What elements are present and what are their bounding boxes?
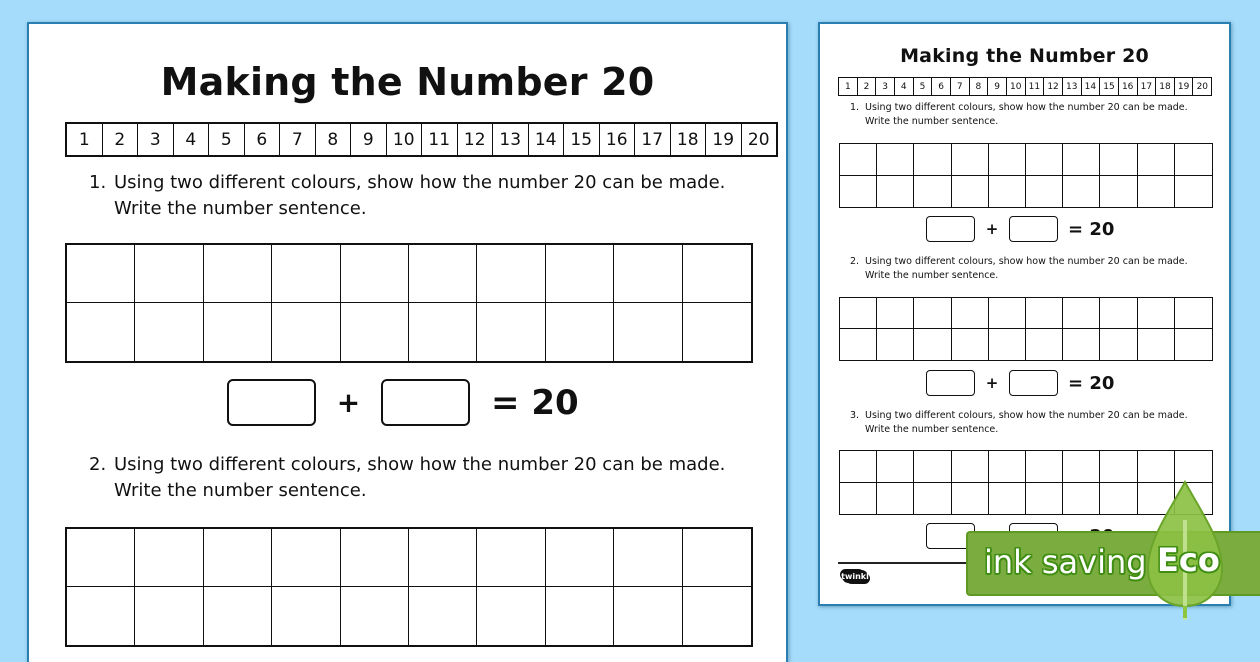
number-line-cell: 14 bbox=[529, 124, 565, 155]
number-line-cell: 14 bbox=[1082, 78, 1101, 95]
number-line-cell: 10 bbox=[387, 124, 423, 155]
answer-box-first[interactable] bbox=[926, 216, 975, 242]
number-line-cell: 19 bbox=[1175, 78, 1194, 95]
ten-frame-cell[interactable] bbox=[683, 529, 751, 587]
number-line-cell: 7 bbox=[280, 124, 316, 155]
ten-frame-cell[interactable] bbox=[683, 245, 751, 303]
question-instruction: Write the number sentence. bbox=[114, 198, 367, 220]
ten-frame-cell[interactable] bbox=[1100, 329, 1137, 360]
ten-frame-cell[interactable] bbox=[477, 303, 545, 361]
ten-frame-cell[interactable] bbox=[877, 298, 914, 329]
number-line-cell: 13 bbox=[493, 124, 529, 155]
ten-frame-cell[interactable] bbox=[204, 245, 272, 303]
ten-frame-cell[interactable] bbox=[1026, 176, 1063, 208]
ten-frame-cell[interactable] bbox=[204, 529, 272, 587]
number-line-cell: 4 bbox=[174, 124, 210, 155]
ten-frame-cell[interactable] bbox=[1175, 329, 1212, 360]
equation-result: = 20 bbox=[491, 382, 579, 423]
number-sentence-1 bbox=[227, 379, 579, 426]
thumbnail-ten-frame-2[interactable] bbox=[839, 297, 1213, 361]
ten-frame-cell[interactable] bbox=[1138, 144, 1175, 176]
question-text: Using two different colours, show how the number 20 can be made. bbox=[114, 172, 726, 193]
ten-frame-cell[interactable] bbox=[204, 303, 272, 361]
ten-frame-cell[interactable] bbox=[409, 303, 477, 361]
ten-frame-cell[interactable] bbox=[67, 529, 135, 587]
number-line-cell: 1 bbox=[839, 78, 858, 95]
question-number: 3. bbox=[850, 410, 860, 421]
ten-frame-cell[interactable] bbox=[1026, 298, 1063, 329]
answer-box-first[interactable] bbox=[227, 379, 316, 426]
ten-frame-cell[interactable] bbox=[1063, 176, 1100, 208]
number-line-cell: 3 bbox=[876, 78, 895, 95]
number-line-cell: 17 bbox=[635, 124, 671, 155]
ten-frame-cell[interactable] bbox=[477, 245, 545, 303]
ten-frame-cell[interactable] bbox=[1138, 298, 1175, 329]
ten-frame-cell[interactable] bbox=[840, 329, 877, 360]
number-line-cell: 12 bbox=[1044, 78, 1063, 95]
ten-frame-cell[interactable] bbox=[272, 529, 340, 587]
plus-sign: + bbox=[336, 386, 361, 419]
ten-frame-cell[interactable] bbox=[989, 298, 1026, 329]
number-line-cell: 2 bbox=[858, 78, 877, 95]
number-line-cell: 15 bbox=[564, 124, 600, 155]
ten-frame-cell[interactable] bbox=[341, 529, 409, 587]
ten-frame-cell[interactable] bbox=[1026, 483, 1063, 515]
ten-frame-cell[interactable] bbox=[877, 176, 914, 208]
ten-frame-cell[interactable] bbox=[914, 176, 951, 208]
question-1 bbox=[89, 170, 725, 222]
number-line-cell: 18 bbox=[1156, 78, 1175, 95]
number-line-cell: 6 bbox=[245, 124, 281, 155]
number-line-cell: 8 bbox=[316, 124, 352, 155]
question-number: 2. bbox=[850, 256, 860, 267]
ten-frame-cell[interactable] bbox=[546, 303, 614, 361]
question-number: 1. bbox=[89, 172, 107, 193]
number-line-cell: 10 bbox=[1007, 78, 1026, 95]
ten-frame-cell[interactable] bbox=[989, 483, 1026, 515]
ten-frame-cell[interactable] bbox=[877, 451, 914, 483]
number-line-cell: 5 bbox=[209, 124, 245, 155]
ten-frame-cell[interactable] bbox=[840, 298, 877, 329]
ten-frame-cell[interactable] bbox=[683, 587, 751, 645]
ten-frame-cell[interactable] bbox=[952, 451, 989, 483]
ten-frame-cell[interactable] bbox=[1100, 451, 1137, 483]
number-line-cell: 19 bbox=[706, 124, 742, 155]
ten-frame-cell[interactable] bbox=[272, 587, 340, 645]
number-line-cell: 4 bbox=[895, 78, 914, 95]
ten-frame-grid-1[interactable] bbox=[65, 243, 753, 363]
number-line-cell: 16 bbox=[1119, 78, 1138, 95]
thumbnail-question-1 bbox=[850, 101, 1188, 130]
thumbnail-title: Making the Number 20 bbox=[900, 45, 1149, 67]
question-number: 2. bbox=[89, 454, 107, 475]
number-line-cell: 11 bbox=[422, 124, 458, 155]
ten-frame-cell[interactable] bbox=[135, 245, 203, 303]
ten-frame-cell[interactable] bbox=[614, 529, 682, 587]
twinkl-logo: twinkl bbox=[841, 572, 869, 581]
ten-frame-cell[interactable] bbox=[914, 298, 951, 329]
ten-frame-cell[interactable] bbox=[341, 245, 409, 303]
ten-frame-cell[interactable] bbox=[1063, 451, 1100, 483]
ten-frame-cell[interactable] bbox=[546, 245, 614, 303]
thumbnail-number-line bbox=[838, 77, 1212, 96]
ten-frame-cell[interactable] bbox=[1100, 298, 1137, 329]
ten-frame-cell[interactable] bbox=[409, 245, 477, 303]
question-instruction: Write the number sentence. bbox=[865, 270, 999, 282]
ten-frame-cell[interactable] bbox=[341, 587, 409, 645]
ten-frame-cell[interactable] bbox=[1026, 451, 1063, 483]
ten-frame-cell[interactable] bbox=[1063, 483, 1100, 515]
ten-frame-cell[interactable] bbox=[989, 451, 1026, 483]
ten-frame-cell[interactable] bbox=[614, 587, 682, 645]
ten-frame-cell[interactable] bbox=[952, 298, 989, 329]
number-line-cell: 17 bbox=[1138, 78, 1157, 95]
ten-frame-cell[interactable] bbox=[1026, 144, 1063, 176]
ten-frame-cell[interactable] bbox=[914, 329, 951, 360]
question-text: Using two different colours, show how the number 20 can be made. bbox=[865, 256, 1188, 267]
ten-frame-cell[interactable] bbox=[1138, 329, 1175, 360]
number-line-cell: 9 bbox=[351, 124, 387, 155]
ten-frame-cell[interactable] bbox=[840, 144, 877, 176]
ten-frame-cell[interactable] bbox=[272, 245, 340, 303]
ten-frame-cell[interactable] bbox=[614, 245, 682, 303]
ten-frame-cell[interactable] bbox=[914, 483, 951, 515]
number-line-cell: 6 bbox=[932, 78, 951, 95]
thumbnail-question-3 bbox=[850, 409, 1188, 438]
ten-frame-cell[interactable] bbox=[1175, 451, 1212, 483]
ten-frame-cell[interactable] bbox=[546, 587, 614, 645]
number-line-cell: 20 bbox=[747, 129, 770, 150]
worksheet-title: Making the Number 20 bbox=[160, 60, 655, 104]
ten-frame-cell[interactable] bbox=[952, 329, 989, 360]
ten-frame-cell[interactable] bbox=[67, 587, 135, 645]
ten-frame-cell[interactable] bbox=[1063, 144, 1100, 176]
ten-frame-cell[interactable] bbox=[1100, 483, 1137, 515]
ten-frame-cell[interactable] bbox=[1175, 298, 1212, 329]
ten-frame-cell[interactable] bbox=[1063, 329, 1100, 360]
ten-frame-cell[interactable] bbox=[989, 329, 1026, 360]
ten-frame-cell[interactable] bbox=[135, 303, 203, 361]
ten-frame-cell[interactable] bbox=[1175, 176, 1212, 208]
number-line bbox=[65, 122, 778, 157]
question-instruction: Write the number sentence. bbox=[865, 116, 999, 128]
ten-frame-cell[interactable] bbox=[546, 529, 614, 587]
number-line-cell: 13 bbox=[1063, 78, 1082, 95]
ten-frame-cell[interactable] bbox=[1100, 176, 1137, 208]
ten-frame-cell[interactable] bbox=[1138, 176, 1175, 208]
equation-result: = 20 bbox=[1068, 372, 1115, 394]
ten-frame-cell[interactable] bbox=[204, 587, 272, 645]
ten-frame-cell[interactable] bbox=[1175, 144, 1212, 176]
thumbnail-ten-frame-1[interactable] bbox=[839, 143, 1213, 208]
number-line-cell: 7 bbox=[951, 78, 970, 95]
ten-frame-cell[interactable] bbox=[989, 176, 1026, 208]
answer-box-first[interactable] bbox=[926, 370, 975, 396]
number-line-cell: 2 bbox=[103, 124, 139, 155]
answer-box-second[interactable] bbox=[381, 379, 470, 426]
number-line-cell: 3 bbox=[138, 124, 174, 155]
plus-sign: + bbox=[985, 374, 999, 392]
ten-frame-cell[interactable] bbox=[614, 303, 682, 361]
footer-divider bbox=[838, 562, 968, 564]
number-line-cell: 12 bbox=[458, 124, 494, 155]
question-instruction: Write the number sentence. bbox=[865, 424, 999, 436]
equation-result: = 20 bbox=[1068, 218, 1115, 240]
thumbnail-number-sentence-1 bbox=[926, 216, 1114, 242]
ten-frame-cell[interactable] bbox=[952, 144, 989, 176]
question-text: Using two different colours, show how the number 20 can be made. bbox=[865, 410, 1188, 421]
ten-frame-cell[interactable] bbox=[67, 245, 135, 303]
ten-frame-cell[interactable] bbox=[952, 176, 989, 208]
question-2 bbox=[89, 452, 725, 504]
ten-frame-cell[interactable] bbox=[341, 303, 409, 361]
number-line-cell: 18 bbox=[671, 124, 707, 155]
ten-frame-cell[interactable] bbox=[477, 587, 545, 645]
number-line-cell: 8 bbox=[970, 78, 989, 95]
number-line-cell: 1 bbox=[67, 124, 103, 155]
number-line-cell: 11 bbox=[1026, 78, 1045, 95]
thumbnail-number-sentence-2 bbox=[926, 370, 1114, 396]
number-line-cell: 20 bbox=[1196, 81, 1209, 92]
number-line-cell: 16 bbox=[600, 124, 636, 155]
number-line-cell: 15 bbox=[1100, 78, 1119, 95]
ten-frame-cell[interactable] bbox=[135, 529, 203, 587]
ten-frame-cell[interactable] bbox=[877, 144, 914, 176]
question-instruction: Write the number sentence. bbox=[114, 480, 367, 502]
ten-frame-cell[interactable] bbox=[409, 529, 477, 587]
question-number: 1. bbox=[850, 102, 860, 113]
ten-frame-cell[interactable] bbox=[840, 483, 877, 515]
ten-frame-cell[interactable] bbox=[683, 303, 751, 361]
ten-frame-cell[interactable] bbox=[989, 144, 1026, 176]
question-text: Using two different colours, show how the number 20 can be made. bbox=[114, 454, 726, 475]
ten-frame-cell[interactable] bbox=[135, 587, 203, 645]
number-line-cell: 9 bbox=[988, 78, 1007, 95]
eco-label: Eco bbox=[1157, 541, 1220, 579]
ten-frame-cell[interactable] bbox=[1100, 144, 1137, 176]
answer-box-second[interactable] bbox=[1009, 216, 1058, 242]
ten-frame-cell[interactable] bbox=[409, 587, 477, 645]
number-line-cell: 5 bbox=[914, 78, 933, 95]
ten-frame-cell[interactable] bbox=[272, 303, 340, 361]
ten-frame-cell[interactable] bbox=[952, 483, 989, 515]
answer-box-second[interactable] bbox=[1009, 370, 1058, 396]
thumbnail-question-2 bbox=[850, 255, 1188, 284]
ten-frame-cell[interactable] bbox=[67, 303, 135, 361]
ten-frame-cell[interactable] bbox=[1138, 451, 1175, 483]
ten-frame-cell[interactable] bbox=[877, 483, 914, 515]
ten-frame-cell[interactable] bbox=[840, 451, 877, 483]
plus-sign: + bbox=[985, 220, 999, 238]
ten-frame-cell[interactable] bbox=[914, 144, 951, 176]
ten-frame-cell[interactable] bbox=[914, 451, 951, 483]
ten-frame-cell[interactable] bbox=[1063, 298, 1100, 329]
ten-frame-cell[interactable] bbox=[877, 329, 914, 360]
ten-frame-cell[interactable] bbox=[1026, 329, 1063, 360]
ten-frame-grid-2[interactable] bbox=[65, 527, 753, 647]
question-text: Using two different colours, show how the number 20 can be made. bbox=[865, 102, 1188, 113]
ink-saving-label: ink saving bbox=[984, 543, 1147, 581]
ten-frame-cell[interactable] bbox=[477, 529, 545, 587]
ten-frame-cell[interactable] bbox=[840, 176, 877, 208]
